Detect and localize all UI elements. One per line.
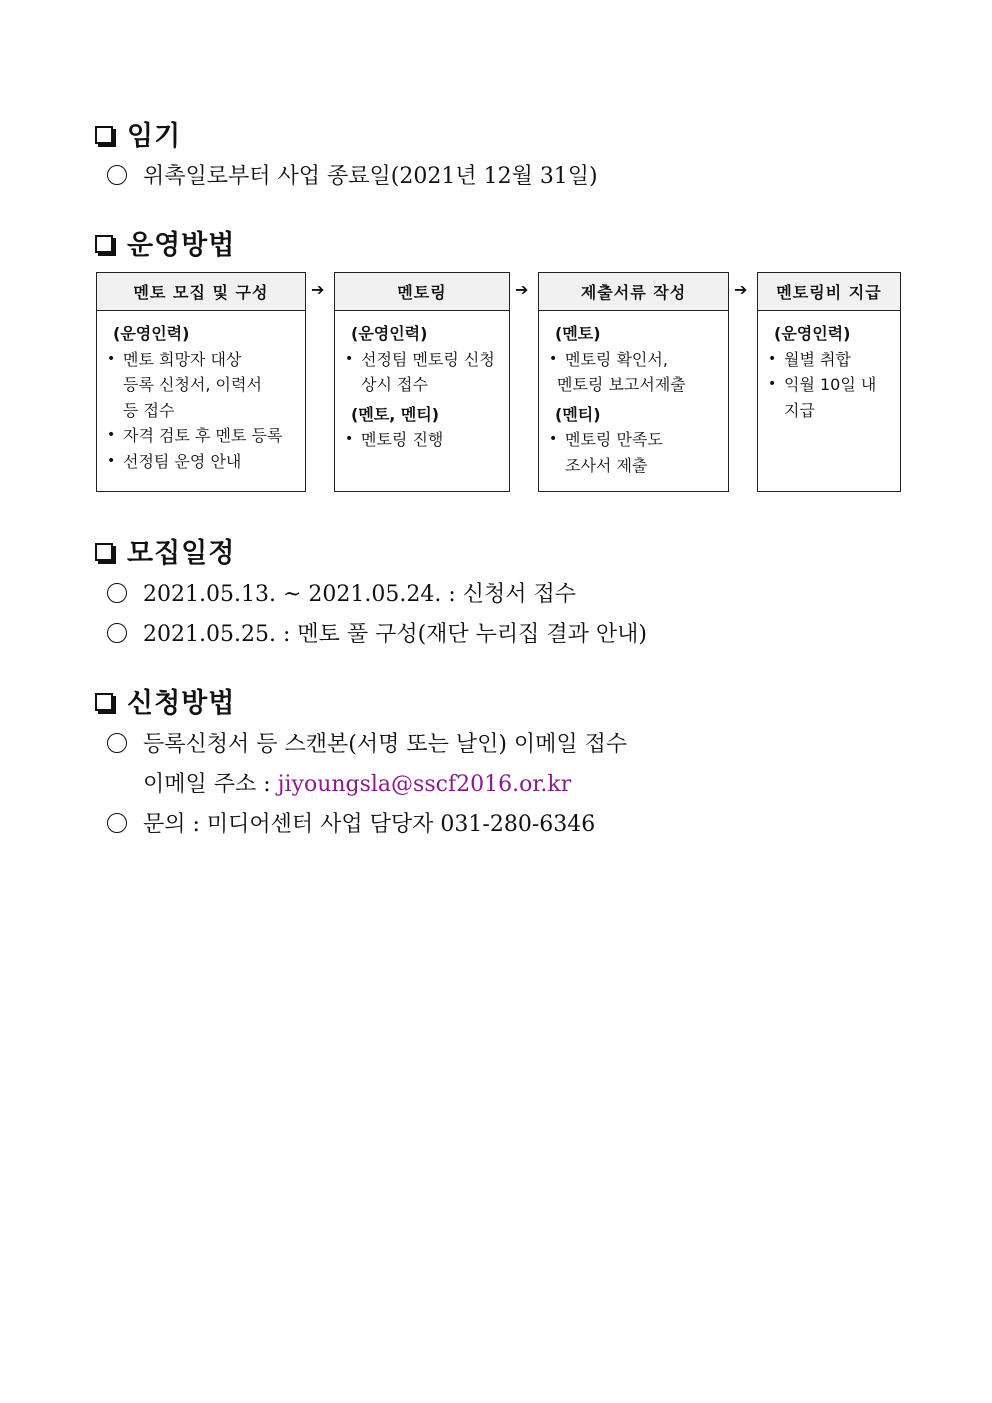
email-link[interactable]: jiyoungsla@sscf2016.or.kr [277, 772, 572, 797]
term-line [107, 159, 598, 190]
bullet-dot-icon: • [768, 376, 777, 392]
bullet-dot-icon: • [107, 350, 116, 367]
circle-bullet-icon [107, 583, 127, 603]
bullet-dot-icon: • [107, 452, 116, 469]
bullet-dot-icon: • [768, 350, 777, 367]
group-label: (멘티) [555, 404, 601, 424]
box-body [335, 311, 509, 453]
contact-line [107, 807, 595, 838]
section-schedule-heading [95, 531, 235, 570]
circle-bullet-icon [107, 623, 127, 643]
arrow-right-icon: ➔ [734, 280, 748, 299]
box-header: 멘토 모집 및 구성 [97, 273, 305, 311]
checkbox-square-icon [95, 126, 113, 144]
bullet-item: • 선정팀 운영 안내 [107, 449, 297, 475]
bullet-dot-icon: • [549, 431, 558, 447]
section-title: 임기 [127, 121, 182, 152]
checkbox-square-icon [95, 693, 113, 711]
bullet-item: • 멘토링 진행 [345, 427, 501, 453]
section-title: 운영방법 [127, 230, 236, 261]
bullet-item: • 익월 10일 내 지급 [768, 372, 892, 423]
apply-text: 등록신청서 등 스캔본(서명 또는 날인) 이메일 접수 [143, 732, 628, 757]
bullet-item: • 자격 검토 후 멘토 등록 [107, 423, 297, 449]
circle-bullet-icon [107, 813, 127, 833]
bullet-item: • 월별 취합 [768, 347, 892, 373]
arrow-right-icon: ➔ [311, 280, 325, 299]
box-header: 제출서류 작성 [539, 273, 728, 311]
bullet-item: • 선정팀 멘토링 신청 상시 접수 [345, 347, 501, 398]
section-title: 모집일정 [127, 538, 236, 569]
bullet-continuation: 멘토링 보고서제출 [557, 375, 686, 394]
apply-line [107, 727, 627, 758]
schedule-text: 2021.05.13. ~ 2021.05.24. : 신청서 접수 [143, 582, 576, 607]
bullet-dot-icon: • [345, 431, 354, 447]
circle-bullet-icon [107, 165, 127, 185]
email-line [143, 767, 571, 798]
process-box-documents [538, 272, 729, 492]
bullet-dot-icon: • [549, 350, 558, 367]
box-body [539, 311, 728, 478]
group-label: (운영인력) [774, 324, 851, 343]
process-box-payment [757, 272, 901, 492]
arrow-right-icon: ➔ [515, 280, 529, 299]
bullet-item: • 멘토링 확인서, [549, 347, 720, 373]
process-box-mentoring [334, 272, 510, 492]
section-term-heading [95, 114, 181, 153]
email-label: 이메일 주소 : [143, 772, 278, 797]
bullet-item: • 멘토링 만족도 조사서 제출 [549, 427, 720, 478]
box-body [758, 311, 900, 423]
schedule-text: 2021.05.25. : 멘토 풀 구성(재단 누리집 결과 안내) [143, 622, 648, 647]
group-label: (운영인력) [351, 324, 428, 343]
box-header: 멘토링비 지급 [758, 273, 900, 311]
schedule-line [107, 577, 576, 608]
checkbox-square-icon [95, 543, 113, 561]
box-body [97, 311, 305, 474]
box-header: 멘토링 [335, 273, 509, 311]
group-label: (멘토) [555, 324, 601, 343]
schedule-line [107, 617, 647, 648]
bullet-dot-icon: • [345, 350, 354, 367]
term-text: 위촉일로부터 사업 종료일(2021년 12월 31일) [143, 164, 598, 189]
bullet-item: • 멘토 희망자 대상 등록 신청서, 이력서 등 접수 [107, 347, 297, 424]
section-title: 신청방법 [127, 688, 236, 719]
checkbox-square-icon [95, 235, 113, 253]
group-label: (멘토, 멘티) [351, 404, 440, 424]
section-apply-heading [95, 681, 235, 720]
circle-bullet-icon [107, 733, 127, 753]
group-label: (운영인력) [113, 324, 190, 343]
bullet-dot-icon: • [107, 427, 116, 443]
contact-text: 문의 : 미디어센터 사업 담당자 031-280-6346 [143, 812, 596, 837]
process-box-recruit [96, 272, 306, 492]
section-operation-heading [95, 223, 235, 262]
